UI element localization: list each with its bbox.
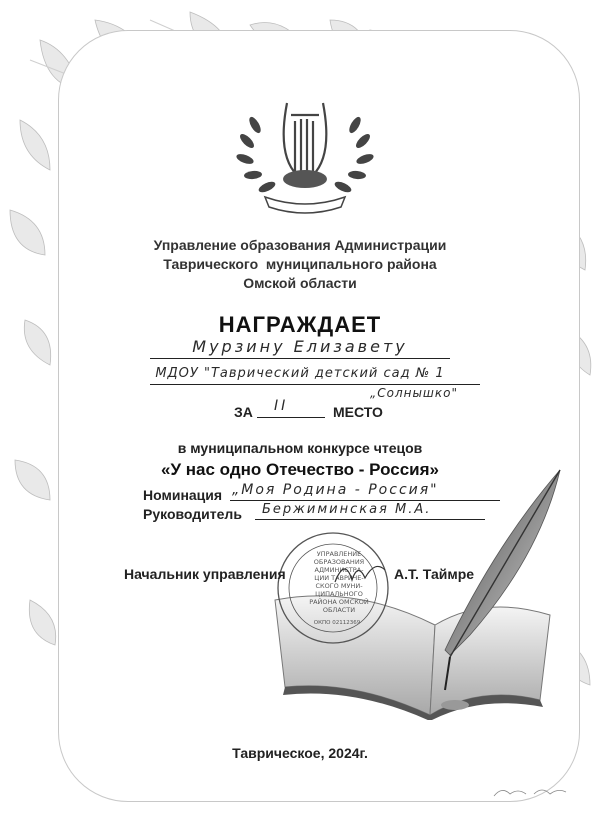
lyre-emblem-icon xyxy=(225,85,385,220)
stamp-line: ОБЛАСТИ xyxy=(322,606,356,614)
stamp-line: ЦИПАЛЬНОГО xyxy=(315,590,363,598)
place-underline xyxy=(257,417,325,418)
stamp-line: РАЙОНА ОМСКОЙ xyxy=(309,598,369,606)
org-line-1: Управление образования Администрации xyxy=(153,237,447,253)
recipient-name: Мурзину Елизавету xyxy=(192,337,408,356)
place-prefix: ЗА xyxy=(234,404,253,420)
stamp-line: ОБРАЗОВАНИЯ xyxy=(313,558,365,566)
supervisor-label: Руководитель xyxy=(143,506,242,522)
place-value: II xyxy=(274,398,289,414)
award-heading: НАГРАЖДАЕТ xyxy=(218,312,382,337)
stamp-line: УПРАВЛЕНИЕ xyxy=(316,550,362,558)
issuing-organization xyxy=(0,236,600,293)
org-line-2: Таврического муниципального района xyxy=(163,256,437,272)
stamp-line: СКОГО МУНИ- xyxy=(315,582,363,590)
supervisor-value: Бержиминская М.А. xyxy=(262,502,432,517)
nomination-label: Номинация xyxy=(143,487,223,503)
institution-line-2: „Солнышко" xyxy=(370,386,459,400)
contest-title: «У нас одно Отечество - Россия» xyxy=(161,460,439,479)
recipient-name-underline xyxy=(150,358,450,359)
designer-signature xyxy=(490,782,570,802)
stamp-line: АДМИНИСТРА- xyxy=(314,566,364,574)
institution-line-1: МДОУ "Таврический детский сад № 1 xyxy=(155,366,445,381)
institution-underline xyxy=(150,384,480,385)
stamp-okpo: ОКПО 02112369 xyxy=(313,620,361,626)
org-line-3: Омской области xyxy=(243,275,357,291)
place-and-date: Таврическое, 2024г. xyxy=(232,745,368,761)
contest-description: в муниципальном конкурсе чтецов xyxy=(177,440,423,456)
place-suffix: МЕСТО xyxy=(333,404,383,420)
signatory-name: А.Т. Таймре xyxy=(394,566,475,582)
signatory-title: Начальник управления xyxy=(124,566,286,582)
signature-mark xyxy=(330,552,390,592)
nomination-value: „Моя Родина - Россия" xyxy=(232,482,439,498)
stamp-line: ЦИИ ТАВРИЧЕ- xyxy=(314,574,364,582)
